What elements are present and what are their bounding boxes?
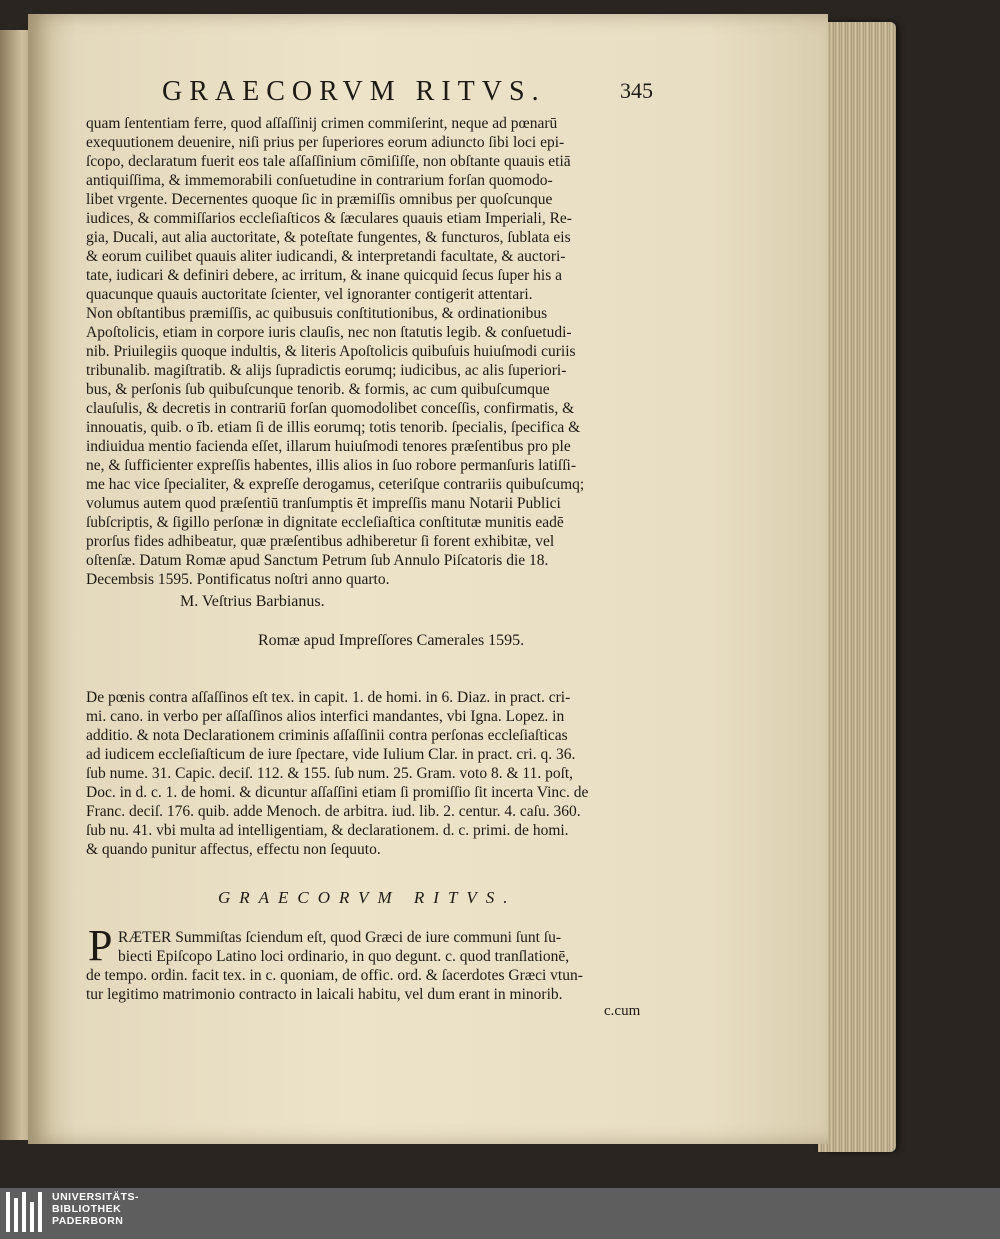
text-line: ſcopo, declaratum fuerit eos tale aſſaſſinium cōmiſiſſe, non obſtante quauis etiā <box>86 153 571 170</box>
commentary-line: Doc. in d. c. 1. de homi. & dicuntur aſſaſſini etiam ſi promiſſio ſit incerta Vinc. de <box>86 784 589 801</box>
logo-line: BIBLIOTHEK <box>52 1203 122 1215</box>
text-line: me hac vice ſpecialiter, & expreſſe derogamus, ceteriſque contrariis quibuſcumq; <box>86 476 585 493</box>
text-line: clauſulis, & decretis in contrariū forſan quomodolibet conceſſis, confirmatis, & <box>86 400 575 417</box>
commentary-line: mi. cano. in verbo per aſſaſſinos alios interfici mandantes, vbi Igna. Lopez. in <box>86 708 565 725</box>
text-line: tribunalib. magiſtratib. & alijs ſupradictis eorumq; iudicibus, ac alis ſuperiori- <box>86 362 567 379</box>
library-logo-icon <box>6 1192 46 1232</box>
section-heading: GRAECORVM RITVS. <box>218 888 517 907</box>
text-line: tate, iudicari & definiri debere, ac irritum, & inane quicquid ſecus ſuper his a <box>86 267 563 284</box>
commentary-line: ſub nume. 31. Capic. deciſ. 112. & 155. ſub num. 25. Gram. voto 8. & 11. poſt, <box>86 765 574 782</box>
text-line: oſtenſæ. Datum Romæ apud Sanctum Petrum ſub Annulo Piſcatoris die 18. <box>86 552 549 569</box>
text-line: volumus autem quod præſentiū tranſumptis ēt impreſſis manu Notarii Publici <box>86 495 561 512</box>
catchword: c.cum <box>604 1003 641 1019</box>
commentary-line: ad iudicem eccleſiaſticum de iure ſpectare, vide Iulium Clar. in pract. cri. q. 36. <box>86 746 576 763</box>
footer-bar <box>0 1188 1000 1239</box>
text-line: Non obſtantibus præmiſſis, ac quibusuis conſtitutionibus, & ordinationibus <box>86 305 548 322</box>
text-line: antiquiſſima, & immemorabili conſuetudine in contrarium forſan quomodo- <box>86 172 553 189</box>
logo-line: PADERBORN <box>52 1215 124 1227</box>
text-line: iudices, & commiſſarios eccleſiaſticos & ſæculares quauis etiam Imperiali, Re- <box>86 210 572 227</box>
text-line: prorſus fides adhibeatur, quæ præſentibus adhiberetur ſi forent exhibitæ, vel <box>86 533 555 550</box>
commentary-line: & quando punitur affectus, effectu non ſequuto. <box>86 841 381 858</box>
text-line: ne, & ſufficienter expreſſis habentes, illis alios in ſuo robore permanſuris latiſſi- <box>86 457 576 474</box>
text-line: RÆTER Summiſtas ſciendum eſt, quod Græci de iure communi ſunt ſu- <box>118 929 561 946</box>
logo-line: UNIVERSITÄTS- <box>52 1191 140 1203</box>
text-line: de tempo. ordin. facit tex. in c. quoniam, de offic. ord. & ſacerdotes Græci vtun- <box>86 967 583 984</box>
initial-letter: P <box>88 921 113 970</box>
text-line: indiuidua mentio facienda eſſet, illarum huiuſmodi tenores præſentibus pro ple <box>86 438 571 455</box>
text-line: innouatis, quib. o īb. etiam ſi de illis eorumq; totis tenorib. ſpecialis, ſpecifica & <box>86 419 581 436</box>
commentary-line: Franc. deciſ. 176. quib. adde Menoch. de arbitra. iud. lib. 2. centur. 4. caſu. 360. <box>86 803 581 820</box>
text-line: & eorum cuilibet quauis aliter iudicandi, & interpretandi facultate, & auctori- <box>86 248 566 265</box>
commentary-line: De pœnis contra aſſaſſinos eſt tex. in capit. 1. de homi. in 6. Diaz. in pract. cri- <box>86 689 571 706</box>
signature: M. Veſtrius Barbianus. <box>180 593 325 610</box>
text-line: Apoſtolicis, etiam in corpore iuris clauſis, nec non ſtatutis legib. & conſuetudi- <box>86 324 572 341</box>
library-logo-text[interactable] <box>52 1191 139 1227</box>
imprint-line: Romæ apud Impreſſores Camerales 1595. <box>258 632 525 649</box>
commentary-line: ſub nu. 41. vbi multa ad intelligentiam, & declarationem. d. c. primi. de homi. <box>86 822 569 839</box>
page-number: 345 <box>620 78 653 103</box>
running-head: GRAECORVM RITVS. <box>162 76 546 107</box>
text-line: bus, & perſonis ſub quibuſcunque tenorib. & formis, ac cum quibuſcumque <box>86 381 550 398</box>
text-line: libet vrgente. Decernentes quoque ſic in præmiſſis omnibus per quoſcunque <box>86 191 553 208</box>
commentary-line: additio. & nota Declarationem criminis aſſaſſinii contra perſonas eccleſiaſticas <box>86 727 568 744</box>
text-line: tur legitimo matrimonio contracto in laicali habitu, vel dum erant in minorib. <box>86 986 563 1003</box>
text-line: nib. Priuilegiis quoque indultis, & literis Apoſtolicis quibuſuis huiuſmodi curiis <box>86 343 576 360</box>
text-line: gia, Ducali, aut alia auctoritate, & poteſtate fungentes, & functuros, ſublata eis <box>86 229 571 246</box>
text-line: ſubſcriptis, & ſigillo perſonæ in dignitate eccleſiaſtica conſtitutæ munitis eadē <box>86 514 564 531</box>
text-line: Decembsis 1595. Pontificatus noſtri anno quarto. <box>86 571 390 588</box>
book-fore-edge <box>818 22 896 1152</box>
text-line: biecti Epiſcopo Latino loci ordinario, in quo degunt. c. quod tranſlationē, <box>118 948 570 965</box>
text-line: quacunque quauis auctoritate ſcienter, vel ignoranter contigerit attentari. <box>86 286 533 303</box>
text-line: exequutionem deuenire, niſi prius per ſuperiores eorum adiuncto ſibi loci epi- <box>86 134 565 151</box>
text-line: quam ſententiam ferre, quod aſſaſſinij crimen commiſerint, neque ad pœnarū <box>86 115 558 132</box>
